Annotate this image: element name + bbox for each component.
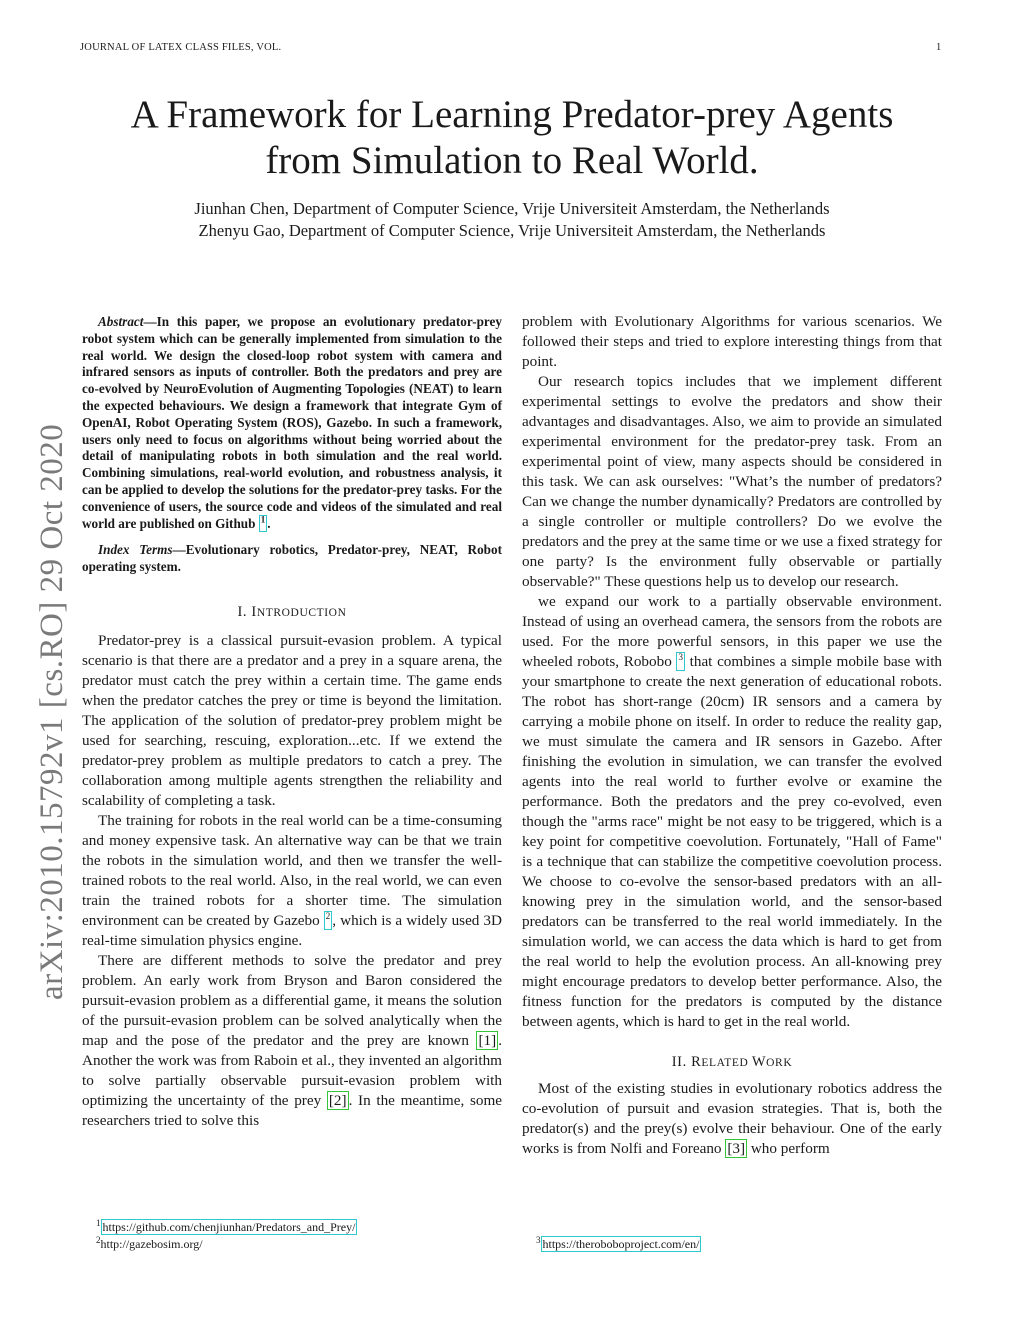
title-line-1: A Framework for Learning Predator-prey Agents [130, 93, 894, 136]
page-number: 1 [936, 42, 942, 53]
footnote-ref-1[interactable]: 1 [259, 515, 268, 532]
footnote-2: $^2$http://gazebosim.org/ [96, 1235, 203, 1251]
intro-paragraph-1: Predator-prey is a classical pursuit-evasion problem. A typical scenario is that there are a predator and a prey in a square arena, the predator must catch the prey within a certain time. The game ends when the predator catches the prey or time is beyond the limitation. The application of the solution of predator-prey problem might be used for searching, rescuing, exploration...etc. If we extend the predator-prey problem as multiple predators to catch a prey. The collaboration among multiple agents strengthen the reliability and scalability of completing a task. [82, 631, 502, 809]
index-terms [82, 542, 502, 576]
paper-title [60, 92, 964, 184]
index-terms-text: —Evolutionary robotics, Predator-prey, NEAT, Robot operating system. [82, 542, 502, 575]
index-terms-label: Index Terms [98, 542, 173, 558]
footnote-1: $^1$ https://github.com/chenjiunhan/Predators_and_Prey/ [96, 1218, 356, 1234]
intro-paragraph-3: There are different methods to solve the predator and prey problem. An early work from Bryson and Baron considered the pursuit-evasion problem as a differential game, it means the solution of the pursuit-evasion problem can be solved analytically when the map and the pose of the predator and the prey are known [1] . Another the work was from Raboin et al., they invented an algorithm to solve partially observable pursuit-evasion problem with optimizing the uncertainty of the prey [2] . In the meantime, some researchers tried to solve this [82, 951, 502, 1129]
author-2: Zhenyu Gao, Department of Computer Science, Vrije Universiteit Amsterdam, the Netherlands [198, 221, 826, 240]
left-column [82, 314, 502, 1131]
citation-2[interactable]: [2] [328, 1091, 347, 1109]
footnote-3: $^3$ https://theroboboproject.com/en/ [536, 1235, 700, 1251]
abstract: Abstract—In this paper, we propose an evolutionary predator-prey robot system which can be generally implemented from simulation to the real world. We design the closed-loop robot system with camera and infrared sensors as inputs of controller. Both the predators and prey are co-evolved by NeuroEvolution of Augmenting Topologies (NEAT) to learn the expected behaviours. We design a framework that integrate Gym of OpenAI, Robot Operating System (ROS), Gazebo. In such a framework, users only need to focus on algorithms without being worried about the detail of manipulating robots in both simulation and the real world. Combining simulations, real-world evolution, and robustness analysis, it can be applied to develop the solutions for the predator-prey tasks. For the convenience of users, the source code and videos of the simulated and real world are published on Github $^1$ . [82, 314, 502, 531]
right-paragraph-1: problem with Evolutionary Algorithms for various scenarios. We followed their steps and tried to explore interesting things from that point. [522, 313, 942, 370]
section-heading-related-work: II. RELATED WORK [671, 1054, 793, 1070]
footnote-2-link[interactable]: http://gazebosim.org/ [100, 1237, 203, 1251]
arxiv-identifier[interactable]: arXiv:2010.15792v1 [cs.RO] 29 Oct 2020 [34, 423, 70, 1000]
intro-paragraph-2: The training for robots in the real world can be a time-consuming and money expensive task. An alternative way can be that we train the robots in the simulation world, and then we transfer the well-trained robots to the real world. Also, in the real world, we can even train the trained robots for a shorter time. The simulation environment can be created by Gazebo $^2$ , which is a widely used 3D real-time simulation physics engine. [82, 811, 502, 949]
footnote-ref-3[interactable]: 3 [676, 652, 685, 671]
section-heading-introduction: I. INTRODUCTION [237, 603, 347, 620]
footnote-ref-2[interactable]: 2 [324, 911, 333, 930]
abstract-text: —In this paper, we propose an evolutionary predator-prey robot system which can be generally implemented from simulation to the real world. We design the closed-loop robot system with camera and infrared sensors as inputs of controller. Both the predators and prey are co-evolved by NeuroEvolution of Augmenting Topologies (NEAT) to learn the expected behaviours. We design a framework that integrate Gym of OpenAI, Robot Operating System (ROS), Gazebo. In such a framework, users only need to focus on algorithms without being worried about the detail of manipulating robots in both simulation and the real world. Combining simulations, real-world evolution, and robustness analysis, it can be applied to develop the solutions for the predator-prey tasks. For the convenience of users, the source code and videos of the simulated and real world are published on Github [82, 314, 502, 531]
abstract-label: Abstract [98, 314, 144, 329]
footnote-1-link[interactable]: https://github.com/chenjiunhan/Predators_and_Prey/ [102, 1220, 356, 1234]
introduction-body [82, 631, 502, 1131]
title-line-2: from Simulation to Real World. [265, 139, 759, 182]
related-work-paragraph-1: Most of the existing studies in evolutionary robotics address the co-evolution of pursuit and evasion strategies. That is, both the predator(s) and the prey(s) evolve their behaviour. One of the early works is from Nolfi and Foreano [3] who perform [522, 1080, 942, 1157]
citation-1[interactable]: [1] [478, 1031, 497, 1049]
footnote-3-link[interactable]: https://theroboboproject.com/en/ [542, 1237, 700, 1251]
citation-3[interactable]: [3] [727, 1140, 746, 1157]
author-1: Jiunhan Chen, Department of Computer Science, Vrije Universiteit Amsterdam, the Netherlands [194, 199, 830, 218]
right-paragraph-3: we expand our work to a partially observable environment. Instead of using an overhead camera, the sensors from the robots are used. For the more powerful sensors, in this paper we use the wheeled robots, Robobo $^3$ that combines a simple mobile base with your smartphone to create the next generation of educational robots. The robot has short-range (20cm) IR sensors and a camera by carrying a mobile phone on itself. In order to reduce the reality gap, we must simulate the camera and IR sensors in Gazebo. After finishing the evolution in simulation, we can transfer the evolved agents into the real world to further evolve or examine the performance. Both the predators and the prey co-evolved, even though the "arms race" might be not easy to be triggered, which is a key point for competitive coevolution. Fortunately, "Hall of Fame" is a technique that can stabilize the competitive coevolution process. We choose to co-evolve the sensor-based predators with an all-knowing prey in the simulation world, and the sensor-based predators can be transferred to the real world immediately. In the simulation world, we can access the data which is hard to get from the real world to help the evolution process. An all-knowing prey might encourage predators to develop better performance. Also, the fitness function for the predators is computed by the distance between agents, which is hard to get in the real world. [522, 593, 943, 1030]
right-paragraph-2: Our research topics includes that we implement different experimental settings to evolve the predators and show their advantages and disadvantages. Also, we aim to provide an simulated experimental environment for the predator-prey task. From an experimental point of view, many aspects should be considered in this task. We can ask ourselves: "What’s the number of predators? Can we change the number dynamically? Predators are controlled by a single controller or multiple controllers? Do we evolve the predators and the prey at the same time or we use a fixed strategy for one party? Is the environment fully observable or partially observable?" These questions help us to develop our research. [522, 373, 942, 590]
right-column [522, 312, 942, 1159]
running-header: JOURNAL OF LATEX CLASS FILES, VOL. [80, 42, 282, 53]
